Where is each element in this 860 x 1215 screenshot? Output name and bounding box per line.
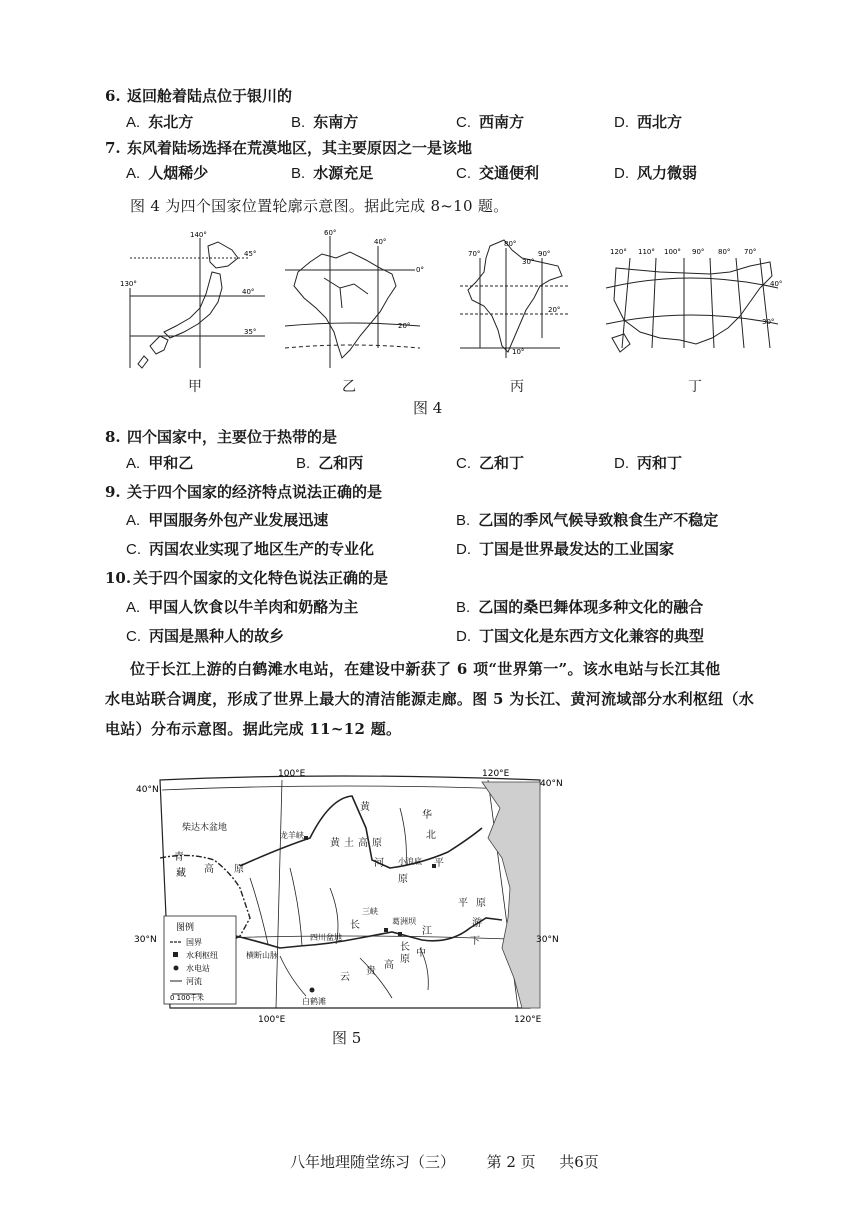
svg-text:120°: 120° (610, 248, 627, 256)
svg-text:国界: 国界 (186, 938, 202, 947)
question-7 (105, 138, 472, 158)
map-label-yi: 乙 (342, 379, 356, 395)
option-d[interactable]: D. 丁国文化是东西方文化兼容的典型 (456, 627, 705, 645)
svg-text:黄: 黄 (360, 802, 370, 813)
svg-text:130°: 130° (120, 280, 137, 288)
svg-text:小浪底: 小浪底 (398, 857, 422, 866)
map-jia (120, 228, 270, 395)
option-c[interactable]: C. 西南方 (456, 113, 525, 131)
question-6 (105, 86, 292, 106)
figure-4 (120, 228, 785, 398)
svg-text:原: 原 (234, 864, 244, 875)
svg-text:高: 高 (384, 960, 394, 971)
svg-text:原: 原 (476, 898, 486, 909)
figure-5 (130, 768, 563, 1028)
svg-text:0 100千米: 0 100千米 (170, 994, 205, 1002)
option-b[interactable]: B. 乙国的季风气候导致粮食生产不稳定 (456, 511, 719, 529)
svg-text:90°: 90° (692, 248, 705, 256)
svg-text:40°: 40° (374, 238, 387, 246)
svg-text:原: 原 (398, 874, 408, 885)
svg-text:60°: 60° (324, 229, 337, 237)
map-label-jia: 甲 (188, 379, 202, 395)
svg-text:110°: 110° (638, 248, 655, 256)
svg-text:120°E: 120°E (514, 1015, 542, 1025)
svg-text:游: 游 (472, 918, 482, 929)
map-yi (280, 228, 430, 395)
map-bing (450, 228, 600, 395)
svg-text:贵: 贵 (366, 966, 376, 977)
figure-4-caption: 图 4 (413, 399, 443, 417)
svg-text:北: 北 (426, 830, 436, 841)
svg-text:葛洲坝: 葛洲坝 (392, 917, 416, 926)
option-a[interactable]: A. 甲国人饮食以牛羊肉和奶酪为主 (126, 598, 359, 616)
svg-text:80°: 80° (718, 248, 731, 256)
svg-text:70°: 70° (744, 248, 757, 256)
svg-text:45°: 45° (244, 250, 257, 258)
figure-5-caption: 图 5 (332, 1029, 362, 1047)
footer-title: 八年地理随堂练习（三） (290, 1153, 456, 1171)
question-number: 9. (105, 483, 121, 501)
option-c[interactable]: C. 交通便利 (456, 164, 540, 182)
svg-text:原: 原 (372, 838, 382, 849)
question-text: 关于四个国家的经济特点说法正确的是 (127, 483, 383, 501)
option-c[interactable]: C. 丙国农业实现了地区生产的专业化 (126, 540, 375, 558)
option-d[interactable]: D. 丙和丁 (614, 454, 683, 472)
question-text: 四个国家中，主要位于热带的是 (127, 428, 338, 446)
svg-text:图例: 图例 (176, 923, 195, 933)
passage-line-2: 水电站联合调度，形成了世界上最大的清洁能源走廊。图 5 为长江、黄河流域部分水利枢纽（水 (105, 690, 755, 708)
svg-text:高: 高 (204, 864, 214, 875)
option-c[interactable]: C. 乙和丁 (456, 454, 525, 472)
figure-4-intro: 图 4 为四个国家位置轮廓示意图。据此完成 8~10 题。 (130, 197, 509, 215)
svg-text:藏: 藏 (176, 868, 186, 879)
question-number: 10. (105, 569, 132, 587)
svg-text:90°: 90° (538, 250, 551, 258)
svg-text:20°: 20° (398, 322, 411, 330)
svg-text:黄: 黄 (330, 838, 340, 849)
svg-text:白鹤滩: 白鹤滩 (302, 997, 326, 1006)
svg-text:华: 华 (422, 810, 432, 821)
option-b[interactable]: B. 东南方 (291, 113, 359, 131)
question-number: 6. (105, 87, 121, 105)
svg-text:高: 高 (358, 838, 368, 849)
svg-text:40°: 40° (242, 288, 255, 296)
svg-text:10°: 10° (512, 348, 525, 356)
footer-page: 第 2 页 (486, 1153, 536, 1171)
svg-text:40°N: 40°N (136, 785, 159, 795)
passage-line-1: 位于长江上游的白鹤滩水电站，在建设中新获了 6 项“世界第一”。该水电站与长江其他 (130, 660, 721, 678)
question-10 (105, 568, 388, 588)
svg-text:三峡: 三峡 (362, 907, 378, 916)
svg-text:云: 云 (340, 972, 350, 983)
svg-text:0°: 0° (416, 266, 424, 274)
option-a[interactable]: A. 人烟稀少 (126, 164, 209, 182)
option-a[interactable]: A. 甲和乙 (126, 454, 194, 472)
map-label-ding: 丁 (688, 379, 702, 395)
svg-text:河流: 河流 (186, 977, 202, 986)
svg-text:横断山脉: 横断山脉 (246, 951, 278, 960)
svg-text:龙羊峡: 龙羊峡 (280, 831, 304, 840)
option-a[interactable]: A. 甲国服务外包产业发展迅速 (126, 511, 329, 529)
footer-total: 共6页 (559, 1153, 599, 1171)
question-number: 8. (105, 428, 121, 446)
svg-text:30°N: 30°N (536, 935, 559, 945)
svg-text:柴达木盆地: 柴达木盆地 (182, 823, 228, 833)
question-8 (105, 427, 337, 447)
svg-text:30°: 30° (762, 318, 775, 326)
svg-text:青: 青 (174, 852, 184, 863)
option-d[interactable]: D. 西北方 (614, 113, 683, 131)
svg-text:平: 平 (434, 858, 444, 869)
svg-text:100°E: 100°E (278, 769, 306, 779)
question-number: 7. (105, 139, 121, 157)
svg-text:水利枢纽: 水利枢纽 (186, 951, 218, 960)
option-b[interactable]: B. 乙和丙 (296, 454, 364, 472)
option-d[interactable]: D. 丁国是世界最发达的工业国家 (456, 540, 675, 558)
svg-text:30°N: 30°N (134, 935, 157, 945)
svg-text:20°: 20° (548, 306, 561, 314)
question-text: 返回舱着陆点位于银川的 (127, 87, 293, 105)
svg-text:四川盆地: 四川盆地 (310, 933, 342, 942)
map-label-bing: 丙 (510, 379, 524, 395)
svg-text:35°: 35° (244, 328, 257, 336)
page-footer (290, 1152, 599, 1172)
svg-text:40°: 40° (770, 280, 783, 288)
svg-text:长: 长 (400, 942, 410, 953)
svg-text:70°: 70° (468, 250, 481, 258)
svg-text:土: 土 (344, 838, 354, 849)
map-ding (600, 228, 785, 395)
svg-text:长: 长 (350, 920, 360, 931)
option-b[interactable]: B. 水源充足 (291, 164, 374, 182)
svg-text:下: 下 (470, 936, 480, 947)
svg-text:河: 河 (374, 858, 384, 869)
passage-line-3: 电站）分布示意图。据此完成 11~12 题。 (105, 720, 402, 738)
svg-text:江: 江 (422, 926, 432, 937)
question-text: 关于四个国家的文化特色说法正确的是 (133, 569, 389, 587)
svg-text:水电站: 水电站 (186, 964, 210, 973)
svg-text:140°: 140° (190, 231, 207, 239)
option-b[interactable]: B. 乙国的桑巴舞体现多种文化的融合 (456, 598, 704, 616)
svg-text:原: 原 (400, 954, 410, 965)
svg-text:80°: 80° (504, 240, 517, 248)
svg-text:中: 中 (416, 948, 426, 959)
svg-text:40°N: 40°N (540, 779, 563, 789)
svg-text:30°: 30° (522, 258, 535, 266)
svg-text:100°: 100° (664, 248, 681, 256)
option-d[interactable]: D. 风力微弱 (614, 164, 698, 182)
option-a[interactable]: A. 东北方 (126, 113, 194, 131)
option-c[interactable]: C. 丙国是黑种人的故乡 (126, 627, 285, 645)
question-9 (105, 482, 382, 502)
svg-text:100°E: 100°E (258, 1015, 286, 1025)
svg-text:120°E: 120°E (482, 769, 510, 779)
question-text: 东风着陆场选择在荒漠地区，其主要原因之一是该地 (127, 139, 473, 157)
svg-text:平: 平 (458, 898, 468, 909)
